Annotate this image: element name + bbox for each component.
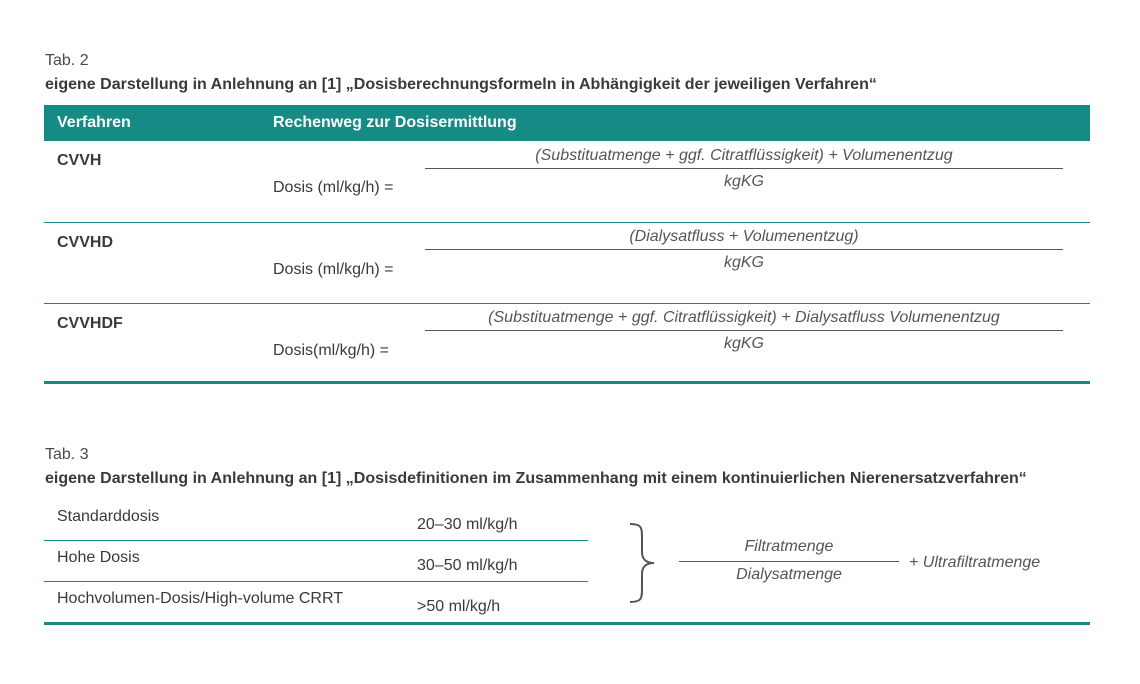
dose-name: Hohe Dosis xyxy=(57,549,140,566)
fraction-line xyxy=(425,168,1063,169)
row-divider xyxy=(44,540,588,541)
table-row xyxy=(44,223,1090,303)
dose-lhs: Dosis (ml/kg/h) = xyxy=(273,179,394,196)
formula-numerator: Filtratmenge xyxy=(744,538,834,555)
fraction-line xyxy=(425,249,1063,250)
formula-denominator: kgKG xyxy=(723,335,764,352)
table-header xyxy=(44,105,1090,141)
row-name: CVVH xyxy=(57,152,102,169)
fraction-line xyxy=(679,561,899,562)
dose-lhs: Dosis (ml/kg/h) = xyxy=(273,261,394,278)
tab3-title: eigene Darstellung in Anlehnung an [1] „Dosisdefinitionen im Zusammenhang mit einem kontinuierlichen Nierenersatzverfahren“ xyxy=(45,470,1027,487)
fraction-line xyxy=(425,330,1063,331)
row-divider xyxy=(44,581,588,582)
formula-numerator: (Substituatmenge + ggf. Citratflüssigkeit) + Dialysatfluss Volumenentzug xyxy=(488,309,1000,326)
dose-value: 30–50 ml/kg/h xyxy=(417,557,518,574)
tab3-label: Tab. 3 xyxy=(45,446,89,463)
formula-denominator: Dialysatmenge xyxy=(736,566,842,583)
header-rechenweg: Rechenweg zur Dosisermittlung xyxy=(273,114,517,131)
formula-numerator: (Substituatmenge + ggf. Citratflüssigkeit) + Volumenentzug xyxy=(535,147,953,164)
tab2-title: eigene Darstellung in Anlehnung an [1] „Dosisberechnungsformeln in Abhängigkeit der jeweiligen Verfahren“ xyxy=(45,76,877,93)
formula-denominator: kgKG xyxy=(723,254,764,271)
table-row xyxy=(44,304,1090,382)
tab2-label: Tab. 2 xyxy=(45,52,89,69)
table-bottom-rule xyxy=(44,381,1090,384)
dose-lhs: Dosis(ml/kg/h) = xyxy=(273,342,390,359)
dose-value: >50 ml/kg/h xyxy=(417,598,501,615)
table-bottom-rule xyxy=(44,622,1090,625)
row-name: CVVHD xyxy=(57,234,114,251)
table-row xyxy=(44,141,1090,222)
header-verfahren: Verfahren xyxy=(57,114,131,131)
table-dosisdefinitionen xyxy=(44,500,1090,625)
row-name: CVVHDF xyxy=(57,315,123,332)
formula-suffix: + Ultrafiltratmenge xyxy=(909,554,1041,571)
formula-denominator: kgKG xyxy=(723,173,764,190)
dose-name: Standarddosis xyxy=(57,508,160,525)
formula-numerator: (Dialysatfluss + Volumenentzug) xyxy=(629,228,859,245)
dose-name: Hochvolumen-Dosis/High-volume CRRT xyxy=(57,590,344,607)
dose-value: 20–30 ml/kg/h xyxy=(417,516,518,533)
curly-brace-icon xyxy=(624,522,660,604)
